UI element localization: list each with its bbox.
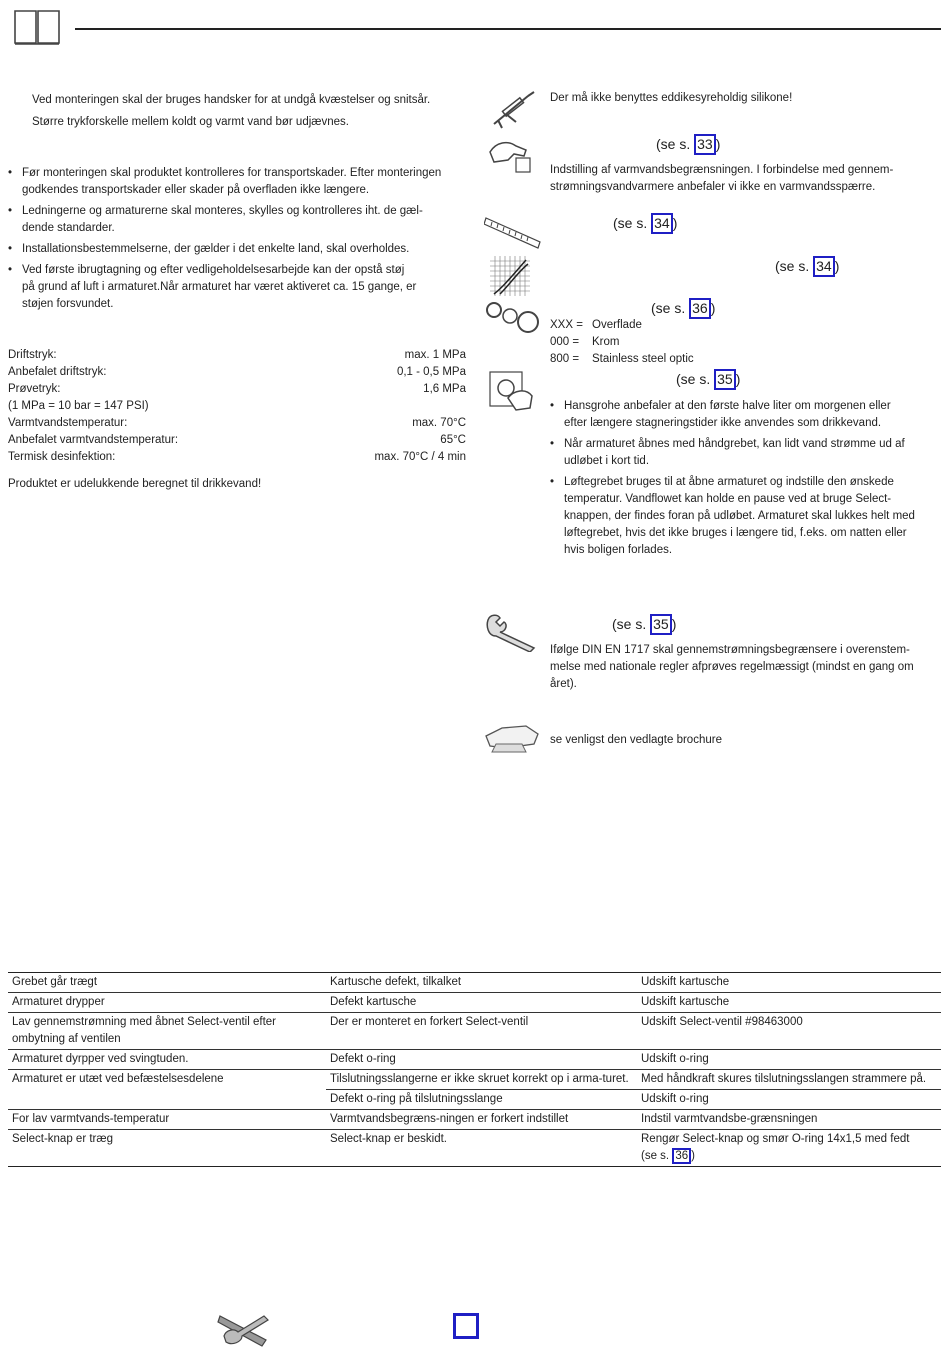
silicone-warning: Der må ikke benyttes eddikesyreholdig silikone! [550,92,793,104]
page-link-33[interactable]: 33 [694,134,716,155]
troubleshooting-table [8,972,941,1167]
hand-operating-icon [486,368,536,415]
surface-codes: XXX = Overflade 000 = Krom 800 = Stainless steel optic [550,319,694,365]
page-reference: (se s. 33 ) [656,134,720,155]
wrench-icon [484,612,542,655]
list-item: • Når armaturet åbnes med håndgrebet, kan lidt vand strømme ud af udløbet i kort tid. [550,436,945,470]
list-item: • Ledningerne og armaturerne skal monteres, skylles og kontrolleres iht. de gæl- dende standarder. [8,203,478,237]
list-item: • Hansgrohe anbefaler at den første halve liter om morgenen eller efter længere stagneringstider ikke anvendes som drikkevand. [550,398,945,432]
page-reference: (se s. 34 ) [775,256,839,277]
hand-cleaning-icon [482,714,542,757]
spec-row: Anbefalet varmtvandstemperatur: 65°C [8,434,466,446]
graph-icon [490,256,530,299]
list-item: • Løftegrebet bruges til at åbne armaturet og indstille den ønskede temperatur. Vandflowet kan holde en pause ved at bruge Select- knappen, der findes foran på udløbet. Armaturet skal lukkes helt med løftegrebet, hvis det ikke bruges i længere tid, f.eks. om natten eller hvis boligen forlades. [550,474,945,559]
table-row: For lav varmtvands-temperatur Varmtvandsbegræns-ningen er forkert indstillet Indstil varmtvandsbe-grænsningen [8,1110,941,1130]
page-reference: (se s. 35 ) [612,614,676,635]
table-row: Lav gennemstrømning med åbnet Select-ventil efter ombytning af ventilen Der er monteret en forkert Select-ventil Udskift Select-ventil #98463000 [8,1013,941,1050]
page-link-36[interactable]: 36 [689,298,711,319]
parts-icon [484,298,542,341]
drinking-water-note: Produktet er udelukkende beregnet til drikkevand! [8,478,262,490]
spec-row: Termisk desinfektion: max. 70°C / 4 min [8,451,466,463]
spec-row: Varmtvandstemperatur: max. 70°C [8,417,466,429]
safety-note-pressure: Større trykforskelle mellem koldt og varmt vand bør udjævnes. [32,116,349,128]
table-row: Armaturet drypper Defekt kartusche Udskift kartusche [8,993,941,1013]
technical-specs [8,347,466,466]
table-row: Armaturet er utæt ved befæstelsesdelene Tilslutningsslangerne er ikke skruet korrekt op i arma-turet. Med håndkraft skures tilslutningsslangen strammere på. [8,1070,941,1090]
spec-row: Anbefalet driftstryk: 0,1 - 0,5 MPa [8,366,466,378]
hand-water-icon [486,134,536,177]
page-link-35[interactable]: 35 [650,614,672,635]
maintenance-text: Ifølge DIN EN 1717 skal gennemstrømningsbegrænsere i overenstem- melse med nationale regler afprøves regelmæssigt (mindst en gang om året). [550,644,914,690]
table-row: Select-knap er træg Select-knap er beskidt. Rengør Select-knap og smør O-ring 14x1,5 med fedt (se s. 36 ) [8,1130,941,1167]
page-link-34[interactable]: 34 [813,256,835,277]
wrench-screwdriver-icon [216,1306,274,1351]
page-link-36[interactable]: 36 [672,1148,691,1164]
silicone-gun-icon [488,90,540,133]
hotwater-limit-text: Indstilling af varmvandsbegrænsningen. I forbindelse med gennem- strømningsvandvarmere anbefaler vi ikke en varmvandsspærre. [550,164,894,193]
open-book-icon [12,8,62,49]
page-reference: (se s. 35 ) [676,369,740,390]
page-link-35[interactable]: 35 [714,369,736,390]
spec-row: Prøvetryk: 1,6 MPa [8,383,466,395]
table-row: Armaturet dyrpper ved svingtuden. Defekt o-ring Udskift o-ring [8,1050,941,1070]
brochure-note: se venligst den vedlagte brochure [550,734,722,746]
safety-note-gloves: Ved monteringen skal der bruges handsker for at undgå kvæstelser og snitsår. [32,94,431,106]
list-item: • Installationsbestemmelserne, der gælder i det enkelte land, skal overholdes. [8,241,478,258]
header-rule [75,28,941,30]
ruler-icon [484,214,542,253]
table-row: Grebet går trægt Kartusche defekt, tilkalket Udskift kartusche [8,973,941,993]
page-reference: (se s. 36 ) [651,298,715,319]
page-link-34[interactable]: 34 [651,213,673,234]
table-row: Defekt o-ring på tilslutningsslange Udskift o-ring [8,1090,941,1110]
installation-notes [8,165,478,317]
spec-row: Driftstryk: max. 1 MPa [8,349,466,361]
spec-row: (1 MPa = 10 bar = 147 PSI) [8,400,149,412]
list-item: • Før monteringen skal produktet kontrolleres for transportskader. Efter monteringen godkendes transportskader eller skader på overfladen ikke længere. [8,165,478,199]
page-number-box [453,1313,479,1339]
usage-notes [550,398,945,563]
page-reference: (se s. 34 ) [613,213,677,234]
list-item: • Ved første ibrugtagning og efter vedligeholdelsesarbejde kan der opstå støj på grund af luft i armaturet.Når armaturet har været aktiveret ca. 15 gange, er støjen forsvundet. [8,262,478,313]
